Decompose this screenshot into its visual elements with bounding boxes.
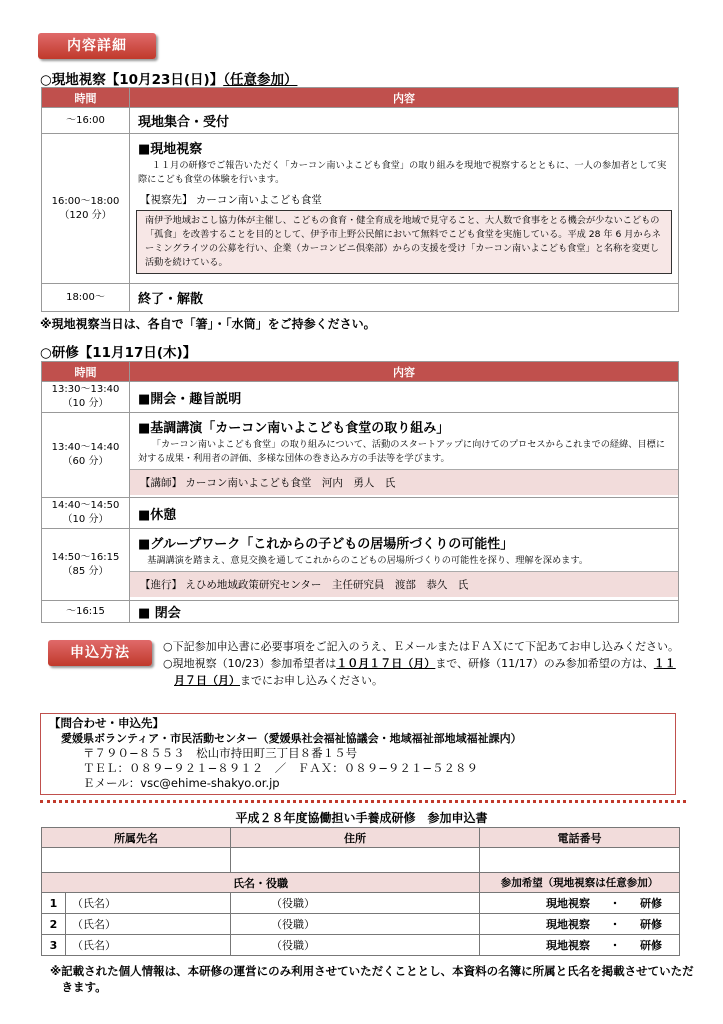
contact-org: 愛媛県ボランティア・市民活動センター（愛媛県社会福祉協議会・地域福祉部地域福祉課内） [61, 732, 522, 745]
row-title: 現地集合・受付 [138, 115, 230, 130]
site-visit-note: ※現地視察当日は、各自で「箸」・「水筒」をご持参ください。 [40, 317, 376, 331]
table-row [42, 413, 679, 498]
col-time: 時間 [42, 88, 130, 108]
phone-field[interactable] [480, 848, 680, 873]
row-desc: 基調講演を踏まえ、意見交換を通してこれからのこどもの居場所づくりの可能性を探り、理解を深めます。 [147, 555, 589, 566]
contact-title: 【問合わせ・申込先】 [49, 716, 164, 730]
visit-description-box: 南伊予地域おこし協力体が主催し、こどもの食育・健全育成を地域で見守ること、大人数で食事をとる機会が少ないこどもの「孤食」を改善することを目的として、伊予市上野公民館において無料でこども食堂を実施している。平成 28 年 6 月からネーミングライツの公募を行い、企業（カーコンビニ倶楽部）からの支援を受け「カーコン南いよこども食堂」と名称を変更し活動を続けている。 [136, 210, 672, 274]
table-row [42, 284, 679, 312]
col-content: 内容 [130, 88, 679, 108]
table-row [42, 529, 679, 601]
row-title: ■ 閉会 [138, 606, 181, 621]
site-visit-optional: （任意参加） [223, 72, 298, 88]
role-field[interactable]: （役職） [231, 914, 480, 935]
row-time: 13:30〜13:40 （10 分） [42, 382, 130, 413]
form-row [42, 893, 680, 914]
row-title: ■現地視察 [138, 142, 203, 157]
col-phone: 電話番号 [480, 828, 680, 848]
table-row [42, 134, 679, 284]
table-row [42, 382, 679, 413]
contact-tel-fax: ＴＥＬ：０８９−９２１−８９１２ ／ ＦＡＸ：０８９−９２１−５２８９ [83, 761, 479, 775]
deadline-site-visit: １０月１７日（月） [336, 657, 436, 670]
row-time: 13:40〜14:40 （60 分） [42, 413, 130, 498]
facilitator-band: 【進行】 えひめ地域政策研究センター 主任研究員 渡部 恭久 氏 [130, 571, 678, 597]
row-title: ■休憩 [138, 507, 177, 523]
row-time: 〜16:15 [42, 601, 130, 623]
table-row [42, 108, 679, 134]
apply-line-1: ○下記参加申込書に必要事項をご記入のうえ、ＥメールまたはＦＡＸにて下記あてお申し込みください。 [163, 640, 680, 653]
privacy-note: ※記載された個人情報は、本研修の運営にのみ利用させていただくこととし、本資料の名簿に所属と氏名を掲載させていただきます。 [50, 964, 694, 994]
details-tag: 内容詳細 [38, 33, 156, 59]
row-desc: 「カーコン南いよこども食堂」の取り組みについて、活動のスタートアップに向けてのプロセスからこれまでの経緯、目標に対する成果・利用者の評価、多様な団体の巻き込み方の手法等を学びます。 [138, 439, 666, 464]
table-row [42, 498, 679, 529]
table-row [42, 601, 679, 623]
form-row [42, 914, 680, 935]
site-visit-heading [40, 68, 297, 88]
col-address: 住所 [231, 828, 480, 848]
apply-tag: 申込方法 [48, 640, 152, 666]
application-form [41, 827, 680, 956]
apply-instructions [163, 638, 683, 689]
organization-field[interactable] [42, 848, 231, 873]
training-table [41, 361, 679, 623]
role-field[interactable]: （役職） [231, 935, 480, 956]
col-organization: 所属先名 [42, 828, 231, 848]
site-visit-table [41, 87, 679, 312]
form-row [42, 935, 680, 956]
row-time: 14:50〜16:15 （85 分） [42, 529, 130, 601]
col-participation: 参加希望（現地視察は任意参加） [480, 873, 680, 893]
lecturer-band: 【講師】 カーコン南いよこども食堂 河内 勇人 氏 [130, 469, 678, 495]
training-heading: ○研修【11月17日(木)】 [40, 345, 197, 361]
contact-box [40, 713, 676, 795]
row-title: 終了・解散 [138, 292, 204, 307]
row-number: 1 [42, 893, 66, 914]
participation-choice[interactable]: 現地視察 ・ 研修 [480, 914, 680, 935]
row-desc: １１月の研修でご報告いただく「カーコン南いよこども食堂」の取り組みを現地で視察するとともに、一人の参加者として実際にこども食堂の体験を行います。 [138, 160, 667, 185]
row-time: 16:00〜18:00 （120 分） [42, 134, 130, 284]
row-title: ■基調講演「カーコン南いよこども食堂の取り組み」 [138, 421, 450, 436]
address-field[interactable] [231, 848, 480, 873]
name-field[interactable]: （氏名） [66, 914, 231, 935]
row-number: 3 [42, 935, 66, 956]
cut-line [40, 800, 686, 803]
contact-address: 〒７９０−８５５３ 松山市持田町三丁目８番１５号 [83, 746, 358, 760]
name-field[interactable]: （氏名） [66, 893, 231, 914]
deadline-training: １１月７日（月） [174, 657, 676, 687]
role-field[interactable]: （役職） [231, 893, 480, 914]
site-visit-heading-date: ○現地視察【10月23日(日)】 [40, 72, 224, 88]
row-title: ■開会・趣旨説明 [138, 391, 242, 407]
row-time: 〜16:00 [42, 108, 130, 134]
participation-choice[interactable]: 現地視察 ・ 研修 [480, 935, 680, 956]
row-time: 18:00〜 [42, 284, 130, 312]
row-title: ■グループワーク「これからの子どもの居場所づくりの可能性」 [138, 537, 514, 552]
visit-destination: 【視察先】 カーコン南いよこども食堂 [140, 194, 322, 206]
apply-line-2: ○現地視察（10/23）参加希望者は１０月１７日（月）まで、研修（11/17）のみ参加希望の方は、１１月７日（月）までにお申し込みください。 [163, 657, 676, 687]
name-field[interactable]: （氏名） [66, 935, 231, 956]
contact-email[interactable]: Ｅメール：vsc@ehime-shakyo.or.jp [83, 776, 280, 790]
form-title: 平成２８年度協働担い手養成研修 参加申込書 [235, 811, 488, 825]
row-number: 2 [42, 914, 66, 935]
col-content: 内容 [130, 362, 679, 382]
participation-choice[interactable]: 現地視察 ・ 研修 [480, 893, 680, 914]
row-time: 14:40〜14:50 （10 分） [42, 498, 130, 529]
col-name-role: 氏名・役職 [42, 873, 480, 893]
col-time: 時間 [42, 362, 130, 382]
